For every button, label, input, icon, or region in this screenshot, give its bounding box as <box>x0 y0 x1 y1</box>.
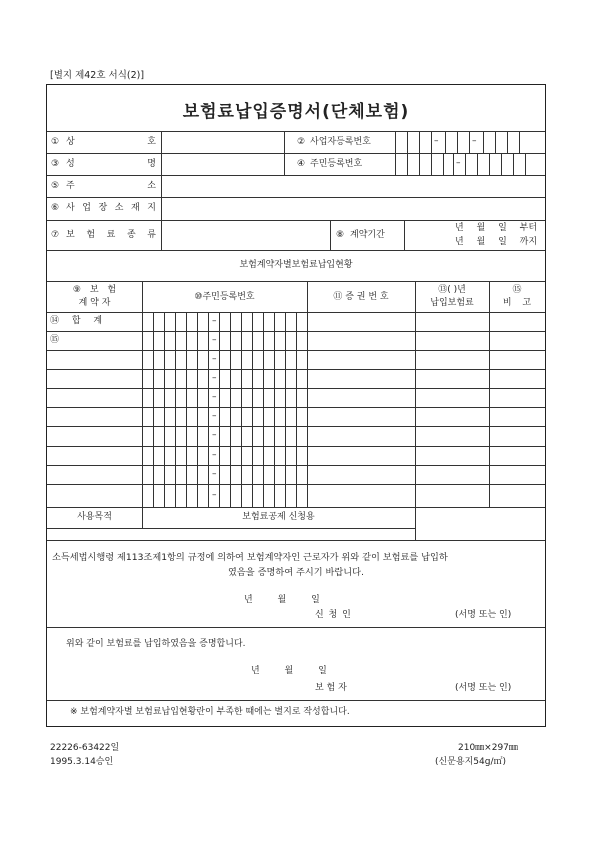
dash: – <box>434 136 439 146</box>
row-divider <box>47 153 545 154</box>
table-row-line <box>47 507 545 508</box>
section-divider <box>47 627 545 628</box>
digit-box <box>445 131 446 153</box>
row-divider <box>47 131 545 132</box>
field-num-contract-period: ⑧ <box>336 230 345 240</box>
approval-date: 1995.3.14승인 <box>50 757 114 767</box>
paper-type: (신문용지54g/㎡) <box>435 757 506 767</box>
col-divider <box>404 220 405 250</box>
field-num-biz-reg: ② <box>297 137 306 147</box>
digit-box <box>507 131 508 153</box>
col-header-remarks-1: ⑮ <box>512 285 522 295</box>
col-divider <box>142 281 143 528</box>
digit-box <box>164 312 165 507</box>
digit-box <box>230 312 231 507</box>
applicant-label: 신 청 인 <box>315 610 351 620</box>
id-dash: – <box>212 316 217 326</box>
digit-box <box>175 312 176 507</box>
form-code: 22226-63422일 <box>50 743 120 753</box>
digit-box <box>457 131 458 153</box>
digit-box <box>465 153 466 175</box>
statement-top <box>47 540 545 541</box>
col-divider <box>395 131 396 175</box>
digit-box <box>186 312 187 507</box>
id-dash: – <box>212 450 217 460</box>
digit-box <box>197 312 198 507</box>
field-label-biz-reg: 사업자등록번호 <box>310 137 371 147</box>
col-divider <box>489 281 490 507</box>
section-title: 보험계약자별보험료납입현황 <box>239 260 353 270</box>
digit-box <box>153 312 154 507</box>
col-divider <box>415 281 416 540</box>
digit-box <box>453 153 454 175</box>
id-dash: – <box>212 354 217 364</box>
col-divider <box>307 281 308 507</box>
row-divider <box>47 281 545 282</box>
period-from: 년 월 일 부터 <box>455 223 538 233</box>
digit-box <box>525 153 526 175</box>
insurer-sign: (서명 또는 인) <box>455 683 512 693</box>
col-header-premium-1: ⑬( )년 <box>438 285 466 295</box>
col-header-policy-no: ⑪ 증 권 번 호 <box>333 292 389 302</box>
digit-box <box>483 131 484 153</box>
purpose-value: 보험료공제 신청용 <box>242 512 315 522</box>
id-dash: – <box>212 392 217 402</box>
digit-box <box>296 312 297 507</box>
row-divider <box>47 250 545 251</box>
field-label-premium-type: 보 험 료 종 류 <box>66 230 156 240</box>
field-label-workplace: 사 업 장 소 재 지 <box>66 203 156 213</box>
field-label-contract-period: 계약기간 <box>350 230 385 240</box>
col-divider <box>161 131 162 250</box>
field-num-resident-reg: ④ <box>297 159 306 169</box>
applicant-sign: (서명 또는 인) <box>455 610 512 620</box>
digit-box <box>501 153 502 175</box>
digit-box <box>274 312 275 507</box>
digit-box <box>495 131 496 153</box>
insurer-label: 보 험 자 <box>315 683 347 693</box>
digit-box <box>443 153 444 175</box>
digit-box <box>469 131 470 153</box>
digit-box <box>285 312 286 507</box>
digit-box <box>208 312 209 507</box>
digit-box <box>263 312 264 507</box>
total-row-label: ⑭ 합 계 <box>50 316 103 326</box>
row-divider <box>47 197 545 198</box>
digit-box <box>407 153 408 175</box>
field-num-name: ③ <box>51 159 60 169</box>
id-dash: – <box>212 373 217 383</box>
col-header-contractor-1: ⑨ 보 험 <box>72 285 117 295</box>
id-dash: – <box>212 430 217 440</box>
digit-box <box>477 153 478 175</box>
digit-box <box>219 312 220 507</box>
digit-box <box>431 131 432 153</box>
statement-date: 년 월 일 <box>244 595 320 605</box>
field-num-workplace: ⑥ <box>51 203 60 213</box>
form-title: 보험료납입증명서(단체보험) <box>182 102 410 122</box>
digit-box <box>519 131 520 153</box>
col-header-resident-id: ⑩주민등록번호 <box>194 292 255 302</box>
row-divider <box>47 175 545 176</box>
digit-box <box>419 131 420 153</box>
footnote: ※ 보험계약자별 보험료납입현황란이 부족한 때에는 별지로 작성합니다. <box>70 707 350 717</box>
id-dash: – <box>212 469 217 479</box>
row-number-15: ⑮ <box>50 335 60 345</box>
statement-line-1: 소득세법시행령 제113조제1항의 규정에 의하여 보험계약자인 근로자가 위와 같이 보험료를 납입하 <box>52 552 448 563</box>
digit-box <box>419 153 420 175</box>
col-header-premium-2: 납입보험료 <box>430 298 474 308</box>
col-header-remarks-2: 비 고 <box>502 298 532 308</box>
field-label-resident-reg: 주민등록번호 <box>310 159 363 169</box>
statement-line-2: 였음을 증명하여 주시기 바랍니다. <box>228 567 364 578</box>
purpose-row-bottom <box>47 528 415 529</box>
field-num-company: ① <box>51 137 60 147</box>
field-label-name: 성 명 <box>66 159 156 169</box>
certify-date: 년 월 일 <box>251 666 327 676</box>
certify-text: 위와 같이 보험료를 납입하였음을 증명합니다. <box>66 639 246 649</box>
period-to: 년 월 일 까지 <box>455 237 538 247</box>
col-divider <box>284 131 285 175</box>
form-reference: [별지 제42호 서식(2)] <box>50 70 145 81</box>
digit-box <box>252 312 253 507</box>
digit-box <box>513 153 514 175</box>
col-divider <box>330 220 331 250</box>
field-num-address: ⑤ <box>51 181 60 191</box>
field-num-premium-type: ⑦ <box>51 230 60 240</box>
row-divider <box>47 220 545 221</box>
dash: – <box>472 136 477 146</box>
digit-box <box>241 312 242 507</box>
id-dash: – <box>212 490 217 500</box>
id-dash: – <box>212 335 217 345</box>
paper-size: 210㎜×297㎜ <box>458 743 518 753</box>
col-header-contractor-2: 계 약 자 <box>78 298 111 308</box>
field-label-company: 상 호 <box>66 137 156 147</box>
dash: – <box>456 158 461 168</box>
section-divider <box>47 700 545 701</box>
digit-box <box>489 153 490 175</box>
purpose-label: 사용목적 <box>77 512 112 522</box>
field-label-address: 주 소 <box>66 181 156 191</box>
digit-box <box>407 131 408 153</box>
id-dash: – <box>212 411 217 421</box>
digit-box <box>431 153 432 175</box>
